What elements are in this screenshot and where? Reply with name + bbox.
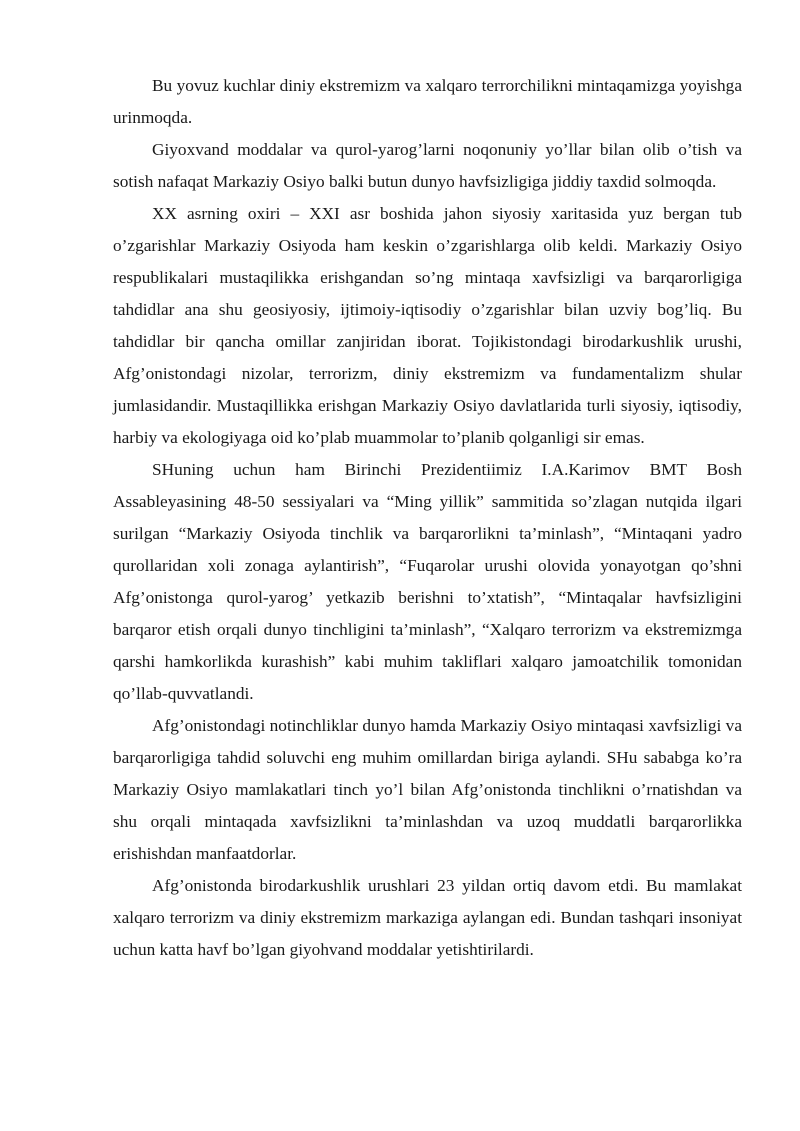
paragraph-4: SHuning uchun ham Birinchi Prezidentiimiz I.A.Karimov BMT Bosh Assableyasining 48-50 sessiyalari va “Ming yillik” sammitida so’zlagan nutqida ilgari surilgan “Markaziy Osiyoda tinchlik va barqarorlikni ta’minlash”, “Mintaqani yadro qurollaridan xoli zonaga aylantirish”, “Fuqarolar urushi olovida yonayotgan qo’shni Afg’onistonga qurol-yarog’ yetkazib berishni to’xtatish”, “Mintaqalar havfsizligini barqaror etish orqali dunyo tinchligini ta’minlash”, “Xalqaro terrorizm va ekstremizmga qarshi hamkorlikda kurashish” kabi muhim takliflari xalqaro jamoatchilik tomonidan qo’llab-quvvatlandi. <box>113 460 742 703</box>
paragraph-5: Afg’onistondagi notinchliklar dunyo hamda Markaziy Osiyo mintaqasi xavfsizligi va barqarorligiga tahdid soluvchi eng muhim omillardan biriga aylandi. SHu sababga ko’ra Markaziy Osiyo mamlakatlari tinch yo’l bilan Afg’onistonda tinchlikni o’rnatishdan va shu orqali mintaqada xavfsizlikni ta’minlashdan va uzoq muddatli barqarorlikka erishishdan manfaatdorlar. <box>113 716 742 863</box>
paragraph-2: Giyoxvand moddalar va qurol-yarog’larni noqonuniy yo’llar bilan olib o’tish va sotish nafaqat Markaziy Osiyo balki butun dunyo havfsizligiga jiddiy taxdid solmoqda. <box>113 140 742 191</box>
document-page <box>113 70 742 966</box>
paragraph-3: XX asrning oxiri – XXI asr boshida jahon siyosiy xaritasida yuz bergan tub o’zgarishlar Markaziy Osiyoda ham keskin o’zgarishlarga olib keldi. Markaziy Osiyo respublikalari mustaqilikka erishgandan so’ng mintaqa xavfsizligi va barqarorligiga tahdidlar ana shu geosiyosiy, ijtimoiy-iqtisodiy o’zgarishlar bilan uzviy bog’liq. Bu tahdidlar bir qancha omillar zanjiridan iborat. Tojikistondagi birodarkushlik urushi, Afg’onistondagi nizolar, terrorizm, diniy ekstremizm va fundamentalizm shular jumlasidandir. Mustaqillikka erishgan Markaziy Osiyo davlatlarida turli siyosiy, iqtisodiy, harbiy va ekologiyaga oid ko’plab muammolar to’planib qolganligi sir emas. <box>113 204 742 447</box>
paragraph-1: Bu yovuz kuchlar diniy ekstremizm va xalqaro terrorchilikni mintaqamizga yoyishga urinmoqda. <box>113 76 742 127</box>
paragraph-6: Afg’onistonda birodarkushlik urushlari 23 yildan ortiq davom etdi. Bu mamlakat xalqaro terrorizm va diniy ekstremizm markaziga aylangan edi. Bundan tashqari insoniyat uchun katta havf bo’lgan giyohvand moddalar yetishtirilardi. <box>113 876 742 959</box>
